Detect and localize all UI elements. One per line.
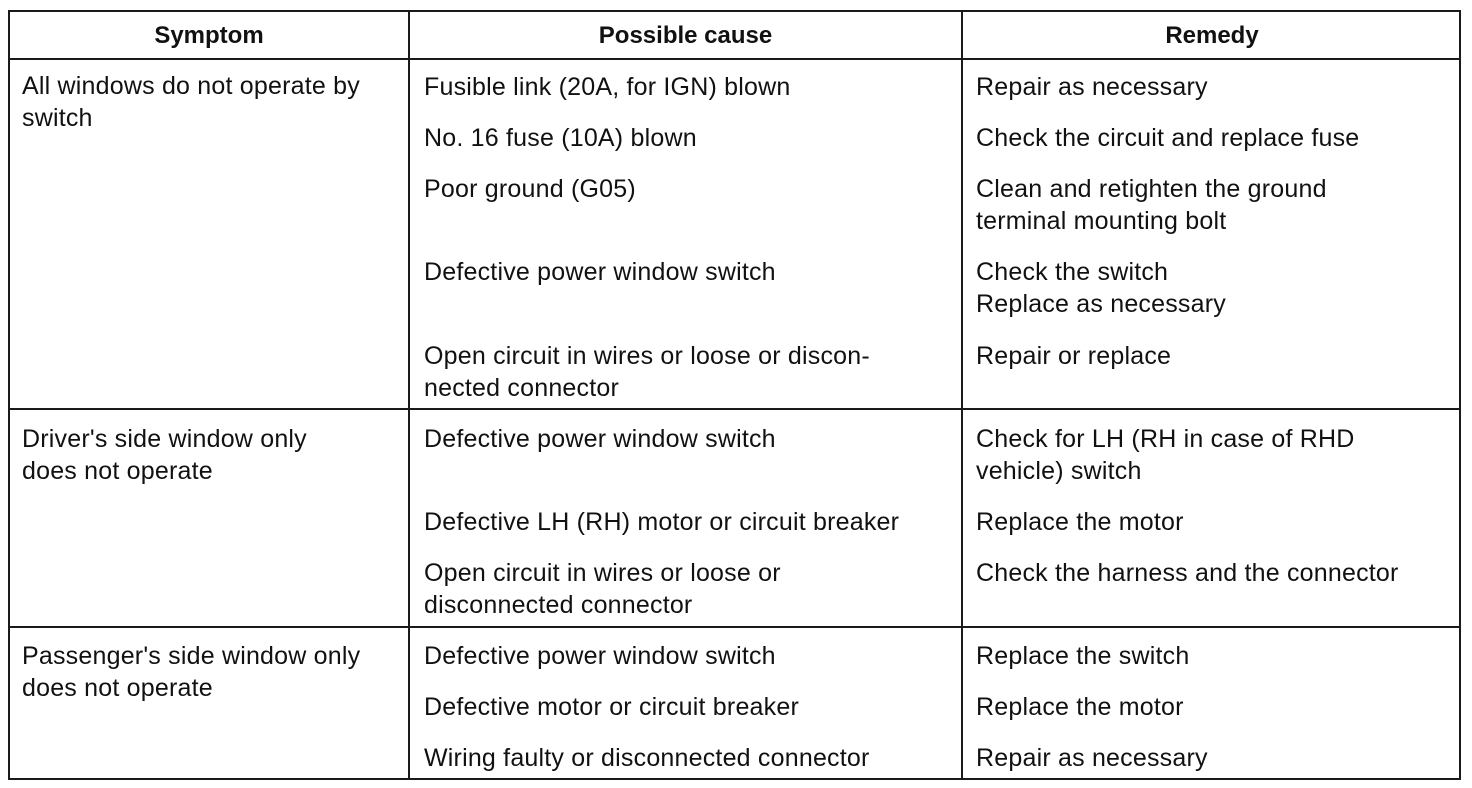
remedy-cell: Check the harness and the connector <box>976 559 1399 587</box>
remedy-cell: Repair as necessary <box>976 744 1208 772</box>
remedy-cell: Check the switch Replace as necessary <box>976 258 1226 318</box>
group-divider-2 <box>10 626 1459 628</box>
cause-cell: No. 16 fuse (10A) blown <box>424 124 697 152</box>
header-remedy: Remedy <box>1165 22 1259 49</box>
symptom-all-windows: All windows do not operate by switch <box>22 72 360 132</box>
column-divider-1 <box>408 12 410 778</box>
remedy-cell: Replace the motor <box>976 508 1184 536</box>
cause-cell: Open circuit in wires or loose or disconnected connector <box>424 559 781 619</box>
remedy-cell: Clean and retighten the ground terminal mounting bolt <box>976 175 1327 235</box>
remedy-cell: Check for LH (RH in case of RHD vehicle) switch <box>976 425 1355 485</box>
symptom-passenger-window: Passenger's side window only does not operate <box>22 642 361 702</box>
cause-cell: Poor ground (G05) <box>424 175 636 203</box>
remedy-cell: Repair or replace <box>976 342 1172 370</box>
troubleshooting-table <box>8 10 1461 780</box>
remedy-cell: Replace the motor <box>976 693 1184 721</box>
remedy-cell: Repair as necessary <box>976 73 1208 101</box>
cause-cell: Defective LH (RH) motor or circuit breaker <box>424 508 900 536</box>
group-divider-1 <box>10 408 1459 410</box>
cause-cell: Defective power window switch <box>424 425 776 453</box>
header-symptom: Symptom <box>154 22 264 49</box>
cause-cell: Open circuit in wires or loose or discon- nected connector <box>424 342 870 402</box>
remedy-cell: Check the circuit and replace fuse <box>976 124 1360 152</box>
cause-cell: Defective power window switch <box>424 642 776 670</box>
cause-cell: Defective power window switch <box>424 258 776 286</box>
cause-cell: Fusible link (20A, for IGN) blown <box>424 73 791 101</box>
column-divider-2 <box>961 12 963 778</box>
symptom-driver-window: Driver's side window only does not operate <box>22 425 307 485</box>
header-possible-cause: Possible cause <box>598 22 773 49</box>
cause-cell: Wiring faulty or disconnected connector <box>424 744 870 772</box>
remedy-cell: Replace the switch <box>976 642 1190 670</box>
cause-cell: Defective motor or circuit breaker <box>424 693 799 721</box>
header-divider <box>10 58 1459 60</box>
